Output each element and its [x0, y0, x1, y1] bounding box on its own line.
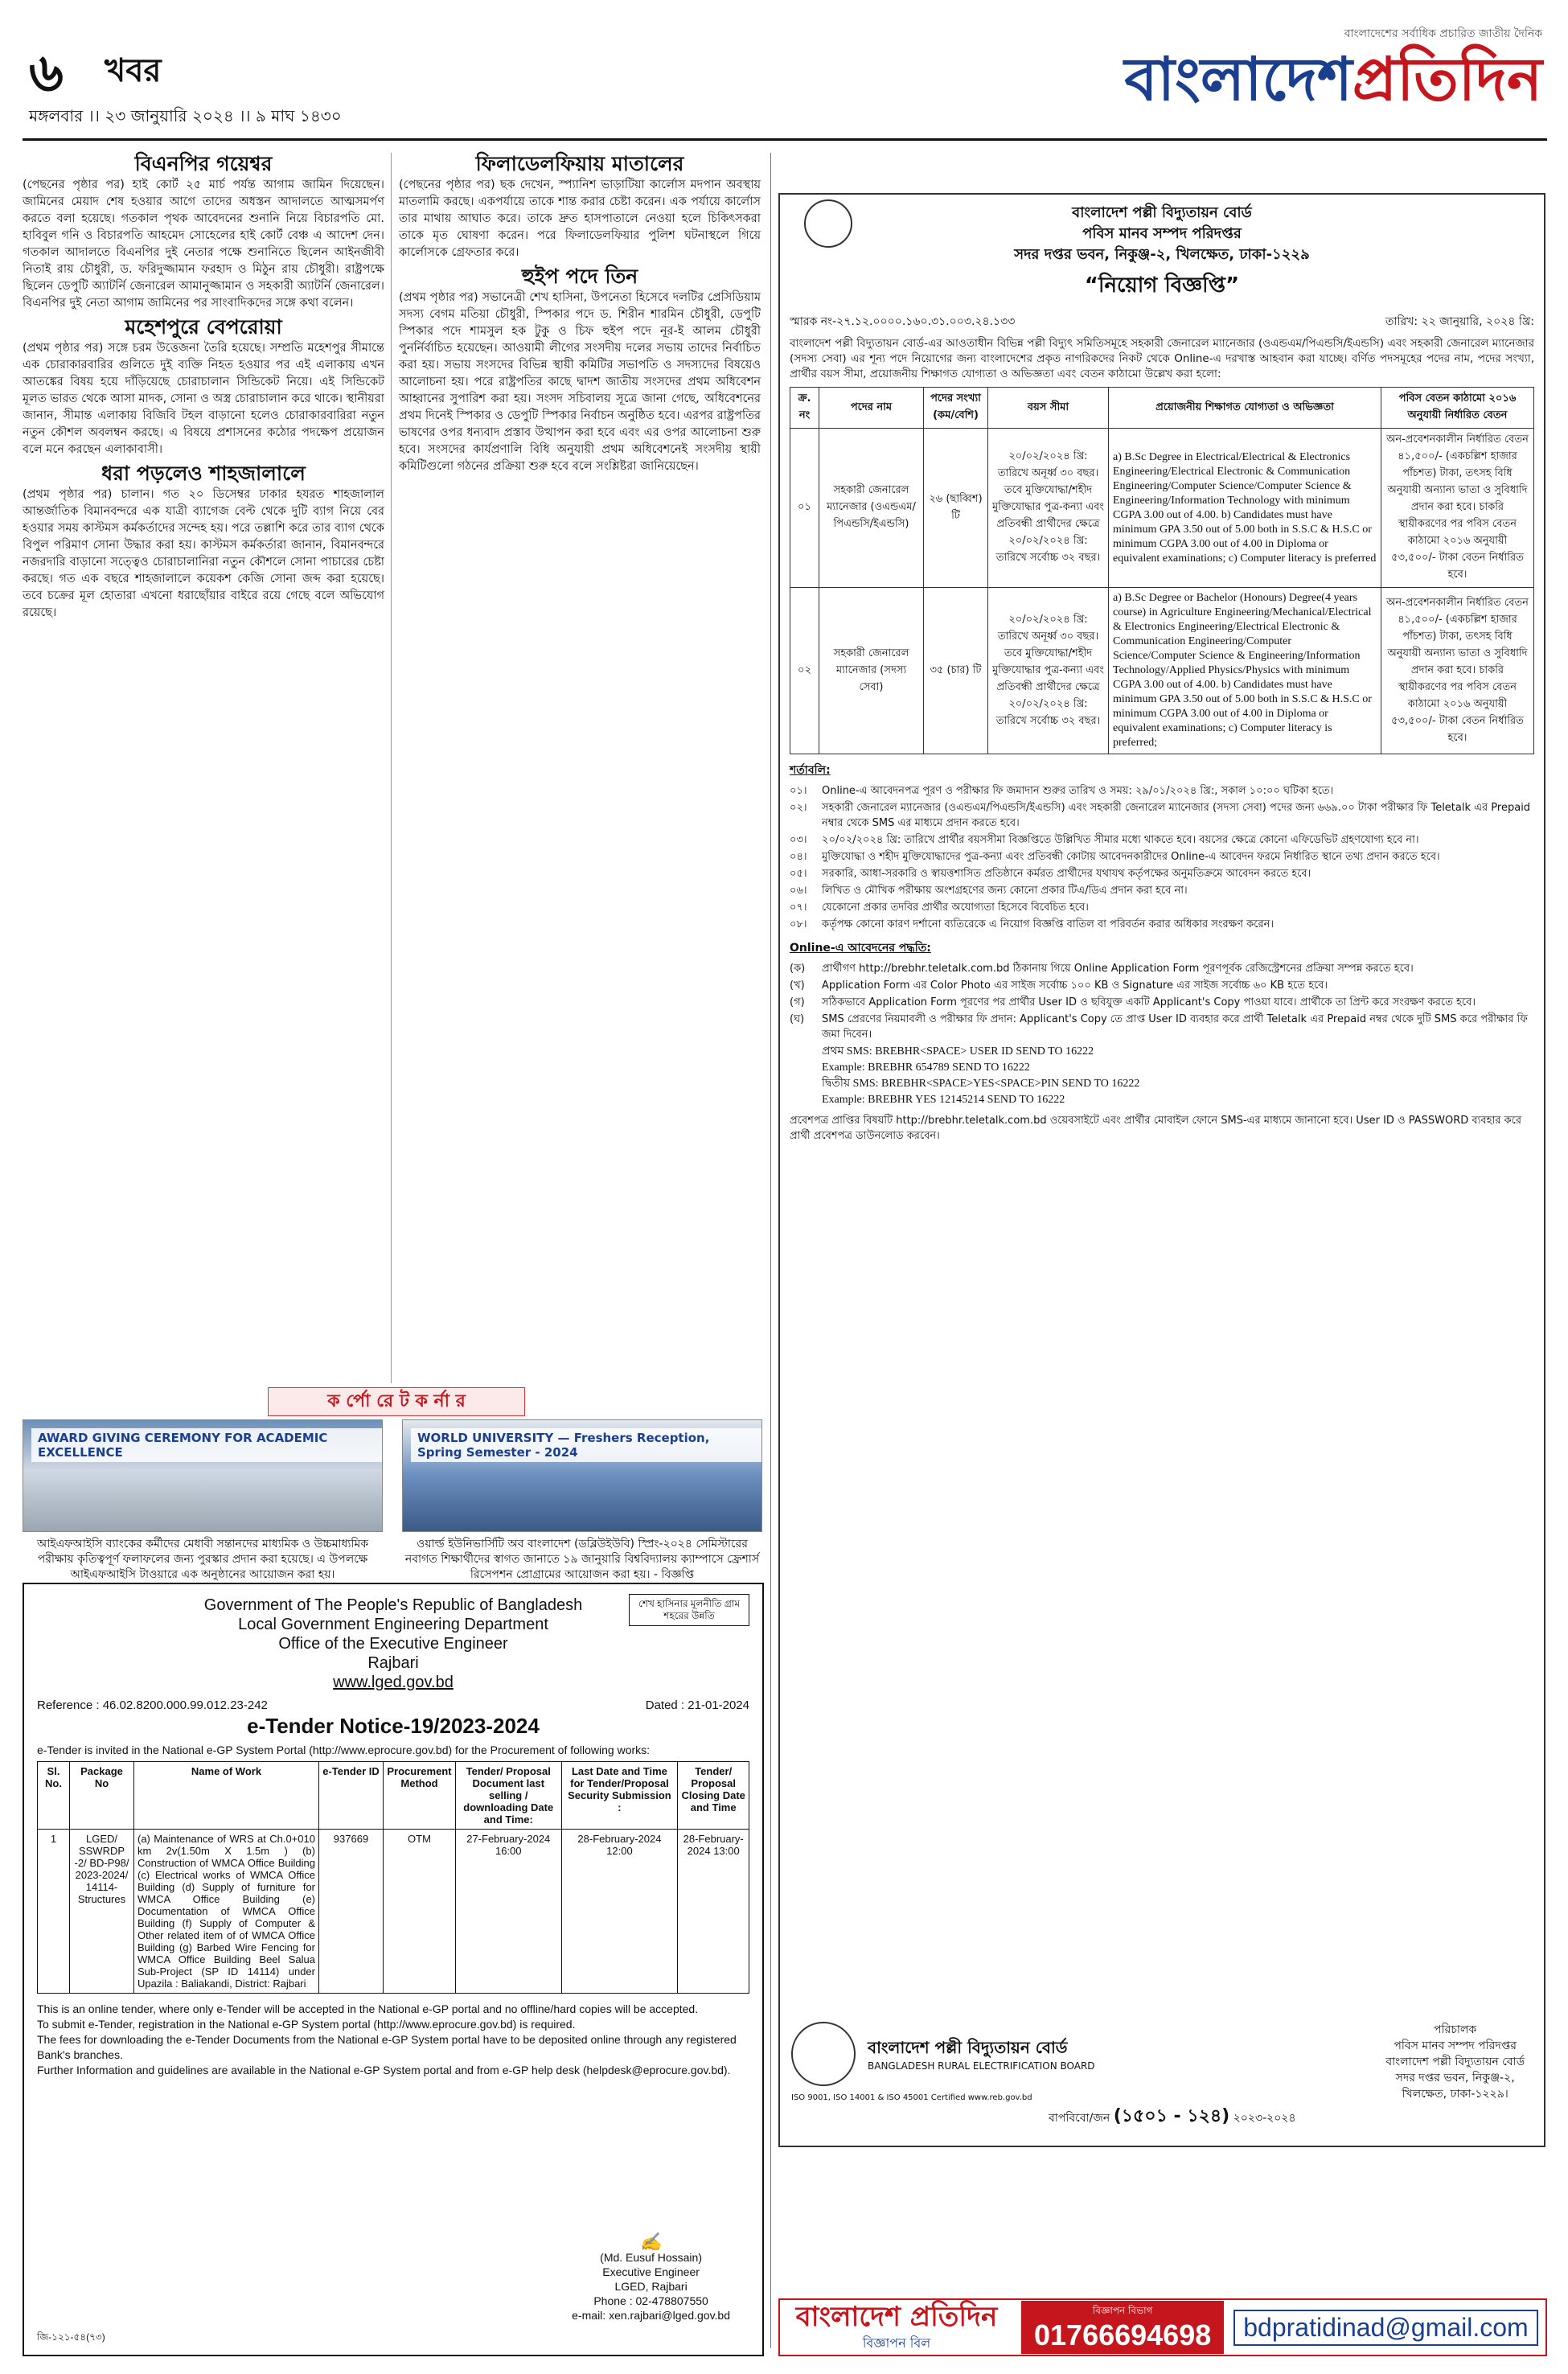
cell-post: সহকারী জেনারেল ম্যানেজার (ওএন্ডএম/পিএন্ডসি/ইএন্ডসি) [819, 429, 924, 588]
item-number: ০২। [790, 802, 807, 814]
photo-banner-text: WORLD UNIVERSITY — Freshers Reception, Spring Semester - 2024 [411, 1428, 761, 1462]
ad-phone-block [1021, 2301, 1224, 2354]
reb-logo-icon [791, 2022, 856, 2086]
headline: ধরা পড়লেও শাহজালালে [101, 462, 306, 485]
list-item [790, 961, 1534, 976]
logo-tagline: বাংলাদেশের সর্বাধিক প্রচারিত জাতীয় দৈনিক [1344, 27, 1542, 40]
table-row [38, 1830, 749, 1994]
sign-line: পরিচালক [1434, 2023, 1477, 2036]
cell-age: ২০/০২/২০২৪ খ্রি: তারিখে অনূর্ধ্ব ৩০ বছর। তবে মুক্তিযোদ্ধা/শহীদ মুক্তিযোদ্ধার পুত্র-কন্যা এবং প্রতিবন্ধী প্রার্থীদের ক্ষেত্রে ২০/০২/২০২৪ খ্রি: তারিখে সর্বোচ্চ ৩২ বছর। [988, 588, 1109, 754]
corporate-corner-title: ক র্পো রে ট ক র্না র [268, 1387, 525, 1416]
article-body: (প্রথম পৃষ্ঠার পর) চালান। গত ২০ ডিসেম্বর ঢাকার হযরত শাহজালাল আন্তর্জাতিক বিমানবন্দরে এক যাত্রী ব্যাগেজ বেল্ট থেকে দুটি ব্যাগ নিয়ে বের হওয়ার সময় কাস্টমস কর্মকর্তাদের সন্দেহ হয়। পরে তল্লাশি করে তার ব্যাগ থেকে বিপুল পরিমাণ সোনা উদ্ধার করা হয়। কাস্টমস কর্মকর্তারা জানান, বিমানবন্দরে নজরদারি বাড়ানো সত্ত্বেও চোরাচালানিরা নতুন কৌশলে সোনা পাচারের চেষ্টা করছে। গত এক বছরে শাহজালালে কয়েকশ কেজি সোনা জব্দ করা হয়েছে। তবে চক্রের মূল হোতারা এখনো ধরাছোঁয়ার বাইরে রয়ে গেছে বলে অভিযোগ রয়েছে। [23, 488, 384, 619]
item-number: ০৮। [790, 918, 807, 930]
tender-intro: e-Tender is invited in the National e-GP System Portal (http://www.eprocure.gov.bd) for the Procurement of following works: [37, 1744, 651, 1756]
code-value: (১৫০১ - ১২৪) [1113, 2106, 1230, 2126]
conditions-title: শর্তাবলি: [790, 764, 831, 777]
item-text: সঠিকভাবে Application Form পূরণের পর প্রার্থীর User ID ও ছবিযুক্ত একটি Applicant's Copy পাওয়া যাবে। প্রার্থীকে তা প্রিন্ট করে সংরক্ষণ করতে হবে। [822, 996, 1476, 1008]
item-number: (খ) [790, 980, 805, 992]
conditions-list [790, 783, 1534, 932]
column-header: Sl. No. [38, 1762, 70, 1830]
tender-table [37, 1761, 749, 1994]
column-divider [391, 153, 392, 1383]
column-header: Procurement Method [384, 1762, 456, 1830]
reference-row [37, 1698, 749, 1712]
list-item [790, 866, 1534, 881]
list-item [790, 883, 1534, 898]
slogan-box: শেখ হাসিনার মূলনীতি গ্রাম শহরের উন্নতি [629, 1594, 749, 1626]
phone-label: বিজ্ঞাপন বিভাগ [1092, 2305, 1153, 2316]
column-header: Tender/ Proposal Document last selling / downloading Date and Time: [456, 1762, 562, 1830]
photo-banner-text: AWARD GIVING CEREMONY FOR ACADEMIC EXCELLENCE [31, 1428, 382, 1462]
website-link[interactable]: www.lged.gov.bd [333, 1674, 454, 1691]
ad-code [1049, 2102, 1296, 2132]
headline: হুইপ পদে তিন [521, 265, 638, 288]
newspaper-logo [1028, 24, 1542, 129]
reb-job-circular [777, 153, 1547, 2348]
sign-line: সদর দপ্তর ভবন, নিকুঞ্জ-২, [1395, 2072, 1515, 2084]
sms-first: প্রথম SMS: BREBHR<SPACE> USER ID SEND TO 16222 [822, 1045, 1094, 1058]
reb-emblem-icon [804, 199, 852, 248]
signer-email[interactable]: e-mail: xen.rajbari@lged.gov.bd [572, 2309, 730, 2322]
item-text: যেকোনো প্রকার তদবির প্রার্থীর অযোগ্যতা হিসেবে বিবেচিত হবে। [822, 902, 1089, 914]
cell-tender-id: 937669 [319, 1830, 384, 1994]
district-line: Rajbari [367, 1654, 419, 1672]
page-number: ৬ [29, 42, 64, 104]
office-line: Office of the Executive Engineer [278, 1635, 508, 1653]
masthead [23, 16, 1547, 137]
column-header: বয়স সীমা [988, 388, 1109, 429]
circular-footer [791, 2022, 1533, 2134]
logo-accent: প্রতিদিন [1352, 45, 1542, 114]
cell-post: সহকারী জেনারেল ম্যানেজার (সদস্য সেবা) [819, 588, 924, 754]
item-number: ০৩। [790, 834, 807, 846]
ad-email[interactable]: bdpratidinad@gmail.com [1233, 2310, 1537, 2346]
cell-work: (a) Maintenance of WRS at Ch.0+010 km 2v(1.50m X 1.5m ) (b) Construction of WMCA Office Building (c) Electrical works of WMCA Office Building (d) Supply of furniture for WMCA Office Building (e) Documentation of WMCA Office Building (f) Supply of Computer & Other related item of of WMCA Office Building (g) Barbed Wire Fencing for WMCA Office Building Beel Salua Sub-Project (SP ID 14114) under Upazila : Baliakandi, District: Rajbari [134, 1830, 319, 1994]
column-header: e-Tender ID [319, 1762, 384, 1830]
article-body: (পেছনের পৃষ্ঠার পর) হাই কোর্ট ২৫ মার্চ পর্যন্ত আগাম জামিন দিয়েছেন। জামিনের মেয়াদ শেষ হওয়ার আগে তাদের অধস্তন আদালতে আত্মসমর্পণ করতে বলা হয়েছে। গতকাল পৃথক আবেদনের শুনানি নিয়ে বিচারপতি মো. হাবিবুল গনি ও বিচারপতি আহমেদ সোহেলের হাই কোর্ট বেঞ্চ এ আদেশ দেন। গতকাল আদালতে বিএনপির দুই নেতার পক্ষে শুনানিতে ছিলেন আইনজীবী নিতাই রায় চৌধুরী, ড. ফরিদুজ্জামান ফরহাদ ও মিঠুন রায় চৌধুরী। রাষ্ট্রপক্ষে ছিলেন ডেপুটি অ্যাটর্নি জেনারেল আমানুজ্জামান ও সহকারী অ্যাটর্নি জেনারেল। বিএনপির দুই নেতা আগাম জামিনের পর সাংবাদিকদের সঙ্গে কথা বলেন। [23, 179, 384, 310]
cell-count: ২৬ (ছাব্বিশ) টি [924, 429, 988, 588]
headline: মহেশপুরে বেপরোয়া [125, 315, 282, 339]
item-text: মুক্তিযোদ্ধা ও শহীদ মুক্তিযোদ্ধাদের পুত্র-কন্যা এবং প্রতিবন্ধী কোটায় আবেদনকারীদের Online-এ আবেদন ফরমে নির্ধারিত স্থানে তথ্য প্রদান করতে হবে। [822, 851, 1440, 863]
item-text: ২০/০২/২০২৪ খ্রি: তারিখে প্রার্থীর বয়সসীমা বিজ্ঞপ্তিতে উল্লিখিত সীমার মধ্যে থাকতে হবে। বয়সের ক্ষেত্রে কোনো এফিডেভিট গ্রহণযোগ্য হবে না। [822, 834, 1419, 846]
circular-intro: বাংলাদেশ পল্লী বিদ্যুতায়ন বোর্ড-এর আওতাধীন বিভিন্ন পল্লী বিদ্যুৎ সমিতিসমূহে সহকারী জেনারেল ম্যানেজার (ওএন্ডএম/পিএন্ডসি/ইএন্ডসি) এবং সহকারী জেনারেল ম্যানেজার (সদস্য সেবা) এর শূন্য পদে নিয়োগের জন্য বাংলাদেশের প্রকৃত নাগরিকদের নিকট থেকে Online-এ দরখাস্ত আহবান করা যাচ্ছে। বর্ণিত পদসমূহের পদের নাম, পদের সংখ্যা, প্রার্থীর বয়স সীমা, প্রয়োজনীয় শিক্ষাগত যোগ্যতা ও অভিজ্ঞতা এবং বেতন কাঠামো উল্লেখ করা হলো: [790, 337, 1534, 380]
item-number: ০৫। [790, 868, 807, 880]
column-header: পবিস বেতন কাঠামো ২০১৬ অনুযায়ী নির্ধারিত বেতন [1381, 388, 1534, 429]
item-text: প্রার্থীগণ http://brebhr.teletalk.com.bd ঠিকানায় গিয়ে Online Application Form পূরণপূর্বক রেজিস্ট্রেশনের প্রক্রিয়া সম্পন্ন করতে হবে। [822, 963, 1414, 975]
admit-card-info: প্রবেশপত্র প্রাপ্তির বিষয়টি http://brebhr.teletalk.com.bd ওয়েবসাইটে এবং প্রার্থীর মোবাইল ফোনে SMS-এর মাধ্যমে জানানো হবে। User ID ও PASSWORD ব্যবহার করে প্রার্থী প্রবেশপত্র ডাউনলোড করবেন। [790, 1115, 1522, 1142]
sign-line: পবিস মানব সম্পদ পরিদপ্তর [1394, 2039, 1517, 2052]
online-steps-list [790, 961, 1534, 1042]
circular-title: “নিয়োগ বিজ্ঞপ্তি” [1084, 273, 1240, 298]
dept-name: পবিস মানব সম্পদ পরিদপ্তর [1082, 225, 1242, 242]
photo-caption: আইএফআইসি ব্যাংকের কর্মীদের মেধাবী সন্তানদের মাধ্যমিক ও উচ্চমাধ্যমিক পরীক্ষায় কৃতিত্বপূর্ণ ফলাফলের জন্য পুরস্কার প্রদান করা হয়েছে। এ উপলক্ষে আইএফআইসি টাওয়ারে এক অনুষ্ঠানের আয়োজন করা হয়। [36, 1538, 369, 1581]
footer-org-name: বাংলাদেশ পল্লী বিদ্যুতায়ন বোর্ড [868, 2038, 1068, 2057]
cell-package: LGED/ SSWRDP -2/ BD-P98/ 2023-2024/ 14114-Structures [70, 1830, 134, 1994]
freshers-reception-photo [402, 1419, 762, 1532]
sms-instructions [822, 1044, 1534, 1108]
dept-line: Local Government Engineering Department [238, 1616, 548, 1633]
signer-title: Executive Engineer [602, 2265, 700, 2278]
cell-pay: অন-প্রবেশনকালীন নির্ধারিত বেতন ৪১,৫০০/- (একচল্লিশ হাজার পাঁচশত) টাকা, তৎসহ বিধি অনুযায়ী অন্যান্য ভাতা ও সুবিধাদি প্রদান করা হবে। চাকরি স্থায়ীকরণের পর পবিস বেতন কাঠামো ২০১৬ অনুযায়ী ৫৩,৫০০/- টাকা বেতন নির্ধারিত হবে। [1381, 588, 1534, 754]
gov-line: Government of The People's Republic of Bangladesh [203, 1596, 583, 1614]
circular-box [778, 193, 1545, 2147]
note: Further Information and guidelines are available in the National e-GP System portal and from e-GP help desk (helpdesk@eprocure.gov.bd). [37, 2064, 731, 2076]
reference-number: Reference : 46.02.8200.000.99.012.23-242 [37, 1698, 268, 1712]
cell-sl: 1 [38, 1830, 70, 1994]
table-row [790, 429, 1534, 588]
logo-text [1028, 43, 1542, 116]
item-text: Application Form এর Color Photo এর সাইজ সর্বোচ্চ ১০০ KB ও Signature এর সাইজ সর্বোচ্চ ৬০ KB হতে হবে। [822, 980, 1328, 992]
note: The fees for downloading the e-Tender Documents from the National e-GP System portal have to be deposited online through any registered Bank's branches. [37, 2033, 737, 2061]
iso-certification: ISO 9001, ISO 14001 & ISO 45001 Certified www.reb.gov.bd [791, 2093, 1032, 2102]
article-body: (প্রথম পৃষ্ঠার পর) সঙ্গে চরম উত্তেজনা তৈরি হয়েছে। সম্প্রতি মহেশপুর সীমান্তে এক চোরাকারবারির গুলিতে দুই ব্যক্তি নিহত হওয়ার পর এই এলাকায় এখন আতঙ্কের বিষয় হয়ে দাঁড়িয়েছে চোরাচালান সিন্ডিকেট নিয়ে। এই সিন্ডিকেট মূলত ভারত থেকে আসা মাদক, সোনা ও অস্ত্র চোরাচালান করে থাকে। স্থানীয়রা জানান, সীমান্ত এলাকায় বিজিবি টহল বাড়ানো হলেও চোরাকারবারিরা নতুন নতুন কৌশল অবলম্বন করছে। এ বিষয়ে প্রশাসনের কঠোর পদক্ষেপ প্রয়োজন বলে মনে করছেন এলাকাবাসী। [23, 342, 384, 456]
column-header: ক্র. নং [790, 388, 819, 429]
note: To submit e-Tender, registration in the National e-GP System portal (http://www.eprocure.gov.bd) is required. [37, 2018, 576, 2031]
table-header-row [38, 1762, 749, 1830]
cell-age: ২০/০২/২০২৪ খ্রি: তারিখে অনূর্ধ্ব ৩০ বছর। তবে মুক্তিযোদ্ধা/শহীদ মুক্তিযোদ্ধার পুত্র-কন্যা এবং প্রতিবন্ধী প্রার্থীদের ক্ষেত্রে ২০/০২/২০২৪ খ্রি: তারিখে সর্বোচ্চ ৩২ বছর। [988, 429, 1109, 588]
column-header: পদের সংখ্যা (কম/বেশি) [924, 388, 988, 429]
signature-block [572, 2232, 730, 2323]
item-number: ০১। [790, 785, 807, 797]
news-column-left [23, 149, 384, 1383]
list-item [790, 995, 1534, 1010]
list-item [790, 783, 1534, 799]
item-number: (গ) [790, 996, 805, 1008]
memo-date: তারিখ: ২২ জানুয়ারি, ২০২৪ খ্রি: [1385, 315, 1534, 328]
item-text: কর্তৃপক্ষ কোনো কারণ দর্শানো ব্যতিরেকে এ নিয়োগ বিজ্ঞপ্তি বাতিল বা পরিবর্তন করার অধিকার সংরক্ষণ করেন। [822, 918, 1275, 930]
column-header: Name of Work [134, 1762, 319, 1830]
signature-icon: ✍ [639, 2232, 663, 2253]
address: সদর দপ্তর ভবন, নিকুঞ্জ-২, খিলক্ষেত, ঢাকা-১২২৯ [1014, 246, 1310, 263]
advertisement-banner [778, 2298, 1547, 2356]
column-header: প্রয়োজনীয় শিক্ষাগত যোগ্যতা ও অভিজ্ঞতা [1109, 388, 1381, 429]
award-ceremony-photo [23, 1419, 383, 1532]
item-number: ০৪। [790, 851, 807, 863]
sign-line: খিলক্ষেত, ঢাকা-১২২৯। [1402, 2088, 1508, 2101]
ad-logo-name: বাংলাদেশ প্রতিদিন [795, 2300, 998, 2333]
cell-sl: ০১ [790, 429, 819, 588]
cell-selling: 27-February-2024 16:00 [456, 1830, 562, 1994]
notice-date: Dated : 21-01-2024 [645, 1698, 749, 1712]
cell-qualification: a) B.Sc Degree in Electrical/Electrical & Electronics Engineering/Electrical Electronic & Communication Engineering/Computer Science/Computer Science & Engineering/Information Technology with minimum CGPA 3.00 out of 4.00. b) Candidates must have minimum GPA 3.50 out of 5.00 both in S.S.C & H.S.C or minimum CGPA 3.00 out of 4.00 in Diploma or equivalent examinations; c) Computer literacy is preferred [1109, 429, 1381, 588]
list-item [790, 917, 1534, 932]
list-item [790, 849, 1534, 865]
code-label: বাপবিবো/জন [1049, 2112, 1110, 2125]
list-item [790, 900, 1534, 915]
list-item [790, 1012, 1534, 1042]
cell-method: OTM [384, 1830, 456, 1994]
reb-heading [790, 203, 1534, 265]
signer-name: (Md. Eusuf Hossain) [600, 2251, 702, 2264]
signer-office: LGED, Rajbari [614, 2280, 688, 2293]
ad-logo [780, 2301, 1013, 2355]
sms-second: দ্বিতীয় SMS: BREBHR<SPACE>YES<SPACE>PIN SEND TO 16222 [822, 1078, 1140, 1090]
headline: বিএনপির গয়েশ্বর [134, 152, 273, 175]
table-header-row [790, 388, 1534, 429]
article-body: (পেছনের পৃষ্ঠার পর) ছক দেখেন, স্প্যানিশ ভাড়াটিয়া কার্লোস মদপান অবস্থায় মাতলামি করছে। একপর্যায়ে তাকে শান্ত করার চেষ্টা করেন। এক পর্যায়ে কার্লোস তার মাথায় আঘাত করে। তাকে দ্রুত হাসপাতালে নেওয়া হলে চিকিৎসকরা তাকে মৃত ঘোষণা করেন। পরে ফিলাডেলফিয়ার পুলিশ ঘটনাস্থলে গিয়ে কার্লোসকে গ্রেফতার করে। [399, 179, 761, 259]
cell-security: 28-February-2024 12:00 [561, 1830, 678, 1994]
ad-code: জি-১২১-৫৪(৭৩) [37, 2331, 105, 2343]
section-title: খবর [105, 52, 162, 89]
org-name: বাংলাদেশ পল্লী বিদ্যুতায়ন বোর্ড [1072, 204, 1252, 221]
sms-first-example: Example: BREBHR 654789 SEND TO 16222 [822, 1062, 1030, 1074]
item-number: (ক) [790, 963, 806, 975]
lged-tender-notice [23, 1583, 764, 2356]
memo-row [790, 312, 1534, 331]
cell-qualification: a) B.Sc Degree or Bachelor (Honours) Degree(4 years course) in Agriculture Engineering/Mechanical/Electrical & Electronics Engineering/Electrical Electronic & Communication Engineering/Computer Science/Computer Science & Engineering/Information Technology/Applied Physics/Physics with minimum CGPA 3.00 out of 4.00. b) Candidates must have minimum GPA 3.50 out of 5.00 both in S.S.C & H.S.C or minimum CGPA 3.00 out of 4.00 in Diploma or equivalent examinations; c) Computer literacy is preferred; [1109, 588, 1381, 754]
sign-line: বাংলাদেশ পল্লী বিদ্যুতায়ন বোর্ড [1385, 2056, 1525, 2068]
list-item [790, 832, 1534, 848]
cell-closing: 28-February-2024 13:00 [678, 1830, 749, 1994]
item-text: সরকারি, আধা-সরকারি ও স্বায়ত্তশাসিত প্রতিষ্ঠানে কর্মরত প্রার্থীদের যথাযথ কর্তৃপক্ষের অনুমতিক্রমে আবেদন করতে হবে। [822, 868, 1311, 880]
vacancy-table [790, 387, 1534, 754]
header-rule [23, 138, 1547, 141]
column-header: Last Date and Time for Tender/Proposal Security Submission : [561, 1762, 678, 1830]
column-header: পদের নাম [819, 388, 924, 429]
cell-sl: ০২ [790, 588, 819, 754]
memo-number: স্মারক নং-২৭.১২.০০০০.১৬০.৩১.০০৩.২৪.১৩৩ [790, 315, 1016, 328]
online-method-title: Online-এ আবেদনের পদ্ধতি: [790, 942, 931, 955]
code-year: ২০২৩-২০২৪ [1233, 2112, 1296, 2125]
news-column-middle [399, 149, 761, 1383]
cell-count: ৩৫ (চার) টি [924, 588, 988, 754]
article-body: (প্রথম পৃষ্ঠার পর) সভানেত্রী শেখ হাসিনা, উপনেতা হিসেবে দলটির প্রেসিডিয়াম সদস্য বেগম মতিয়া চৌধুরী, স্পিকার পদে ড. শিরীন শারমিন চৌধুরী, ডেপুটি স্পিকার পদে শামসুল হক টুকু ও চিফ হুইপ পদে নূর-ই আলম চৌধুরী পুনর্নির্বাচিত হয়েছেন। আওয়ামী লীগের সংসদীয় দলের সভায় তাদের নির্বাচিত করা হয়। সভায় সংসদের বিভিন্ন স্থায়ী কমিটির সভাপতি ও সদস্যদের বিষয়েও আলোচনা হয়। পরে রাষ্ট্রপতির কাছে দ্বাদশ জাতীয় সংসদের প্রথম অধিবেশন আহ্বানের সুপারিশ করা হয়। সংসদ সচিবালয় সূত্রে জানা গেছে, অধিবেশনের প্রথম দিনেই স্পিকার ও ডেপুটি স্পিকার নির্বাচন অনুষ্ঠিত হবে। এরপর রাষ্ট্রপতির ভাষণের ওপর ধন্যবাদ প্রস্তাব উত্থাপন করা হবে এবং এর ওপর আলোচনা শুরু হবে। সংসদের কার্যপ্রণালি বিধি অনুযায়ী প্রথম অধিবেশনেই সংসদীয় স্থায়ী কমিটিগুলো গঠনের প্রক্রিয়া শুরু হবে বলে সংশ্লিষ্টরা জানিয়েছেন। [399, 291, 761, 473]
phone-number[interactable]: 01766694698 [1034, 2319, 1212, 2351]
item-number: ০৭। [790, 902, 807, 914]
footer-org-english: BANGLADESH RURAL ELECTRIFICATION BOARD [868, 2060, 1095, 2072]
cell-pay: অন-প্রবেশনকালীন নির্ধারিত বেতন ৪১,৫০০/- (একচল্লিশ হাজার পাঁচশত) টাকা, তৎসহ বিধি অনুযায়ী অন্যান্য ভাতা ও সুবিধাদি প্রদান করা হবে। চাকরি স্থায়ীকরণের পর পবিস বেতন কাঠামো ২০১৬ অনুযায়ী ৫৩,৫০০/- টাকা বেতন নির্ধারিত হবে। [1381, 429, 1534, 588]
item-text: Online-এ আবেদনপত্র পূরণ ও পরীক্ষার ফি জমাদান শুরুর তারিখ ও সময়: ২৯/০১/২০২৪ খ্রি:, সকাল ১০:০০ ঘটিকা হতে। [822, 785, 1334, 797]
item-text: লিখিত ও মৌখিক পরীক্ষায় অংশগ্রহণের জন্য কোনো প্রকার টিএ/ডিএ প্রদান করা হবে না। [822, 885, 1188, 897]
table-row [790, 588, 1534, 754]
issue-date: মঙ্গলবার ।। ২৩ জানুয়ারি ২০২৪ ।। ৯ মাঘ ১৪৩০ [29, 106, 342, 125]
headline: ফিলাডেলফিয়ায় মাতালের [475, 152, 684, 175]
note: This is an online tender, where only e-Tender will be accepted in the National e-GP portal and no offline/hard copies will be accepted. [37, 2002, 699, 2015]
ad-logo-sub: বিজ্ঞাপন বিল [862, 2335, 931, 2351]
column-header: Package No [70, 1762, 134, 1830]
item-number: (ঘ) [790, 1013, 805, 1025]
item-text: সহকারী জেনারেল ম্যানেজার (ওএন্ডএম/পিএন্ডসি/ইএন্ডসি) এবং সহকারী জেনারেল ম্যানেজার (সদস্য সেবা) পদের জন্য ৬৬৯.০০ টাকা পরীক্ষার ফি Teletalk এর Prepaid নম্বার থেকে SMS এর মাধ্যমে প্রদান করতে হবে। [822, 802, 1531, 829]
tender-title: e-Tender Notice-19/2023-2024 [247, 1714, 540, 1738]
list-item [790, 978, 1534, 993]
list-item [790, 800, 1534, 831]
page-divider [770, 153, 771, 2348]
item-number: ০৬। [790, 885, 807, 897]
column-header: Tender/ Proposal Closing Date and Time [678, 1762, 749, 1830]
item-text: SMS প্রেরণের নিয়মাবলী ও পরীক্ষার ফি প্রদান: Applicant's Copy তে প্রাপ্ত User ID ব্যবহার করে প্রার্থী Teletalk এর Prepaid নম্বর থেকে দুটি SMS করে পরীক্ষার ফি জমা দিবেন। [822, 1013, 1528, 1041]
director-signature [1385, 2022, 1525, 2102]
logo-main: বাংলাদেশ [1124, 45, 1353, 114]
photo-caption: ওয়ার্ল্ড ইউনিভার্সিটি অব বাংলাদেশ (ডব্লিউইউবি) স্প্রিং-২০২৪ সেমিস্টারের নবাগত শিক্ষার্থীদের স্বাগত জানাতে ১৯ জানুয়ারি বিশ্ববিদ্যালয় ক্যাম্পাসে ফ্রেশার্স রিসেপশন প্রোগ্রামের আয়োজন করা হয়। - বিজ্ঞপ্তি [404, 1538, 760, 1581]
signer-phone: Phone : 02-478807550 [593, 2294, 708, 2307]
sms-second-example: Example: BREBHR YES 12145214 SEND TO 16222 [822, 1094, 1065, 1106]
corporate-corner [23, 1387, 762, 1581]
tender-notes [37, 2002, 749, 2078]
